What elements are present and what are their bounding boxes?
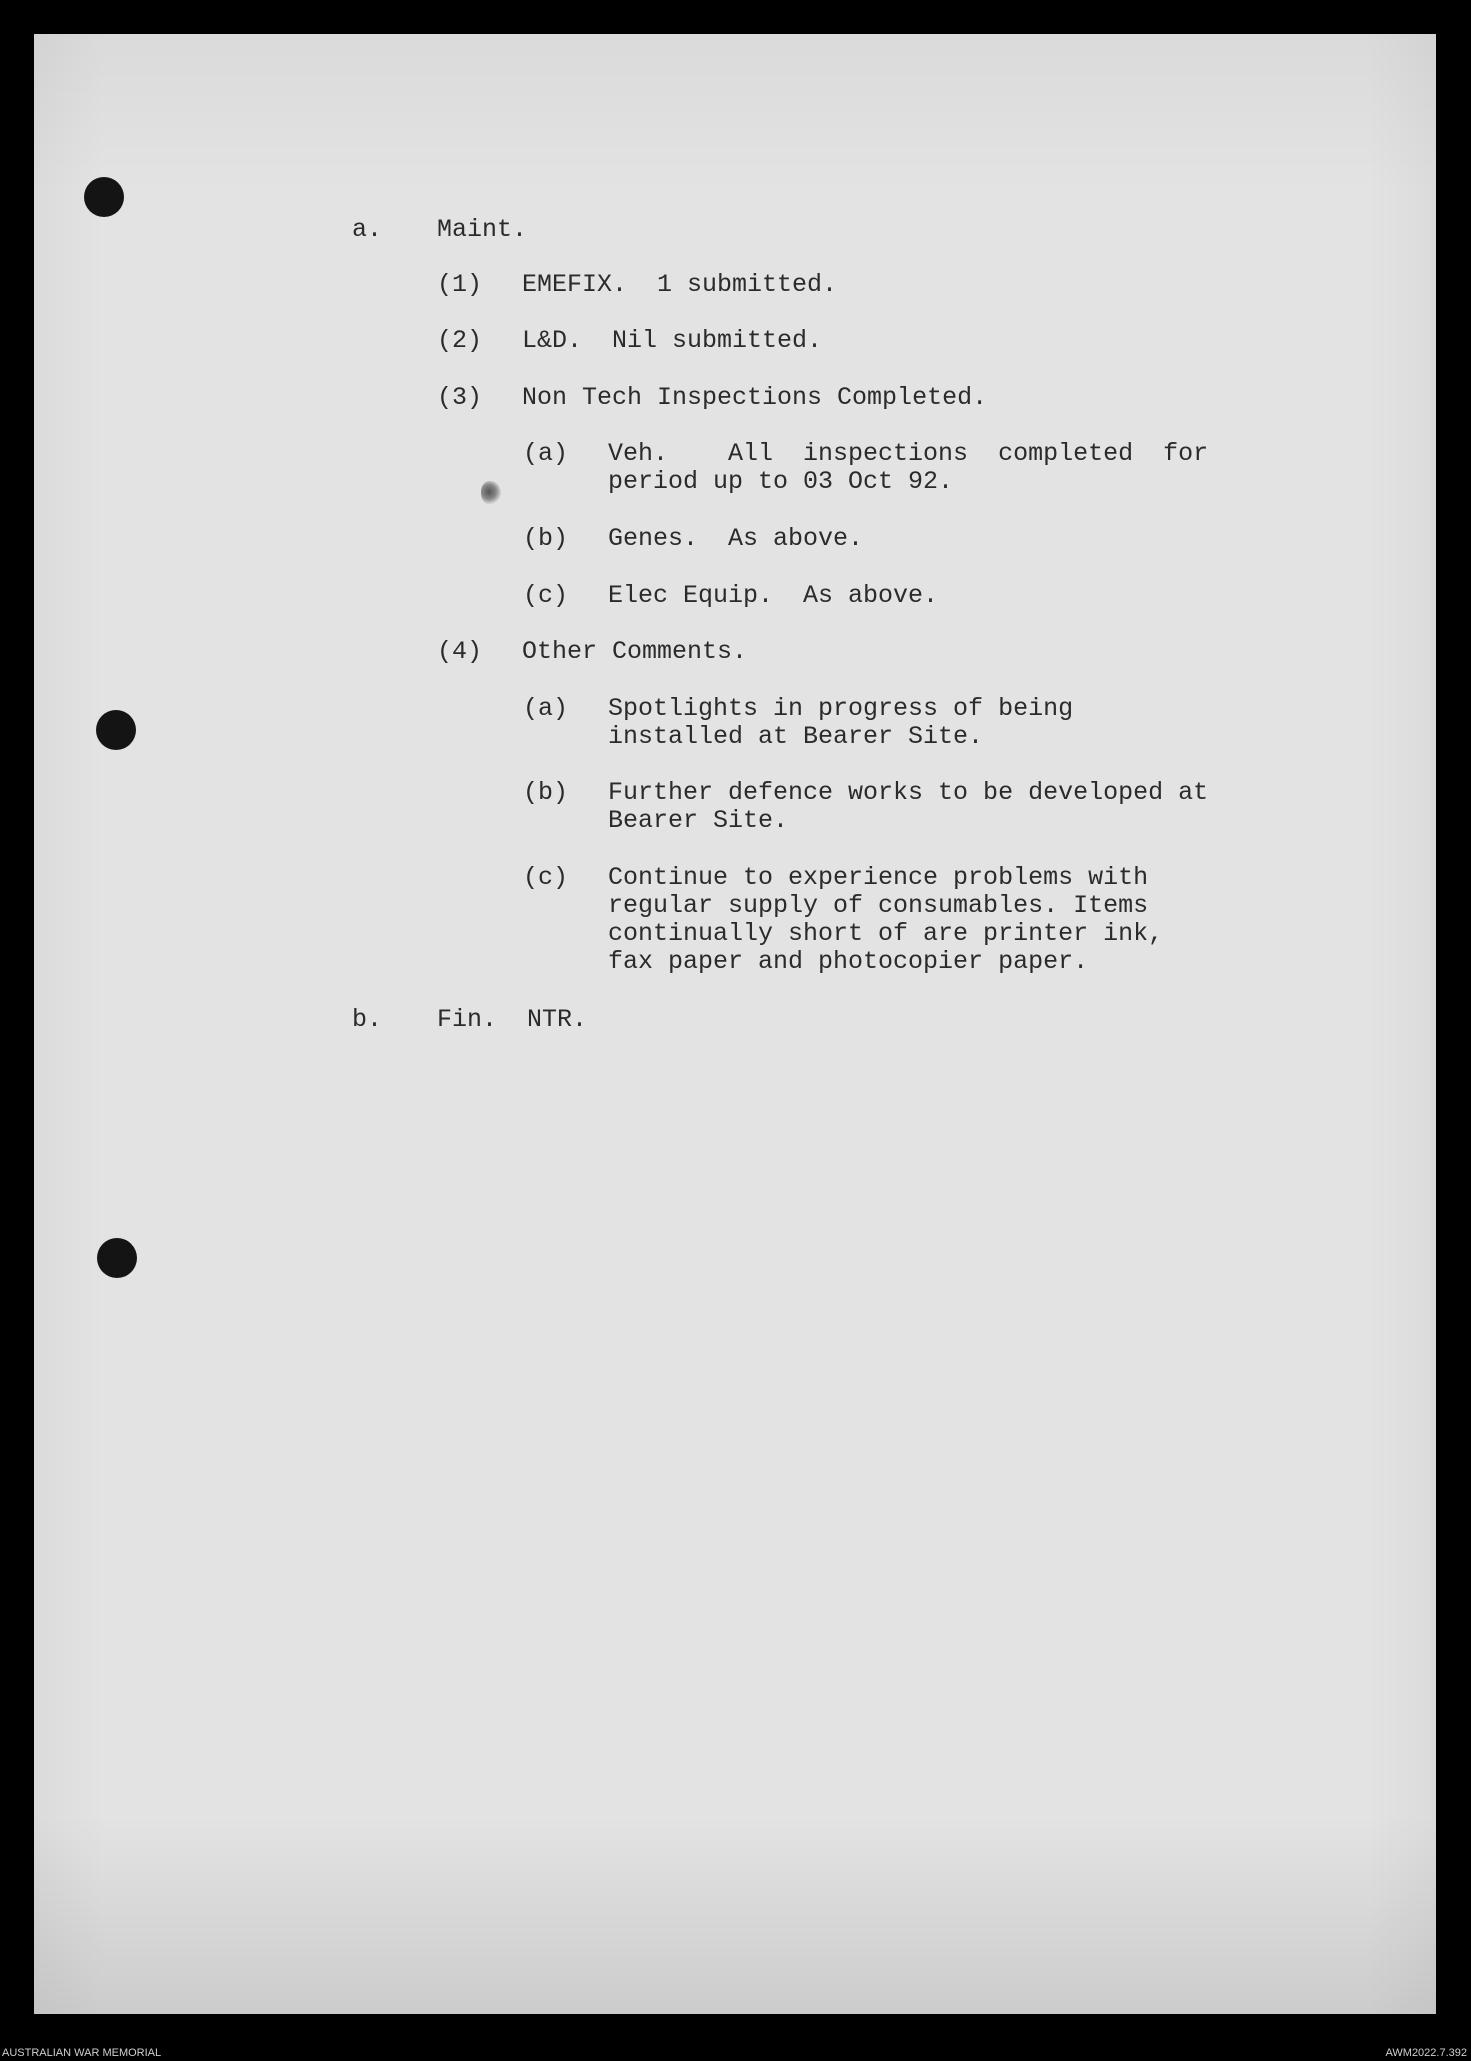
subitem-number: (b) xyxy=(523,524,569,553)
item-text: L&D. Nil submitted. xyxy=(522,326,823,355)
subitem-text: fax paper and photocopier paper. xyxy=(608,947,1089,976)
subitem-number: (a) xyxy=(523,694,569,723)
subitem-number: (b) xyxy=(523,778,569,807)
item-number: (2) xyxy=(437,326,483,355)
subitem-text: continually short of are printer ink, xyxy=(608,919,1164,948)
item-text: EMEFIX. 1 submitted. xyxy=(522,270,838,299)
ink-smudge xyxy=(481,481,501,505)
section-b-text: Fin. NTR. xyxy=(437,1005,588,1034)
punch-hole xyxy=(96,710,136,750)
footer-archive-label: AUSTRALIAN WAR MEMORIAL xyxy=(2,2047,162,2059)
subitem-number: (c) xyxy=(523,863,569,892)
subitem-number: (c) xyxy=(523,581,569,610)
subitem-text: installed at Bearer Site. xyxy=(608,722,984,751)
subitem-text: Continue to experience problems with xyxy=(608,863,1149,892)
subitem-text: Genes. As above. xyxy=(608,524,864,553)
section-a-title: Maint. xyxy=(437,215,528,244)
item-number: (3) xyxy=(437,383,483,412)
subitem-number: (a) xyxy=(523,439,569,468)
subitem-text: Veh. All inspections completed for xyxy=(608,439,1209,468)
item-number: (1) xyxy=(437,270,483,299)
footer-reference: AWM2022.7.392 xyxy=(1385,2047,1467,2059)
punch-hole xyxy=(84,177,124,217)
subitem-text: regular supply of consumables. Items xyxy=(608,891,1149,920)
subitem-text: Spotlights in progress of being xyxy=(608,694,1074,723)
subitem-text: Further defence works to be developed at xyxy=(608,778,1209,807)
section-b-marker: b. xyxy=(352,1005,383,1034)
subitem-text: Elec Equip. As above. xyxy=(608,581,939,610)
item-text: Non Tech Inspections Completed. xyxy=(522,383,988,412)
subitem-text: period up to 03 Oct 92. xyxy=(608,467,954,496)
item-number: (4) xyxy=(437,637,483,666)
punch-hole xyxy=(97,1238,137,1278)
section-a-marker: a. xyxy=(352,215,383,244)
subitem-text: Bearer Site. xyxy=(608,806,789,835)
item-text: Other Comments. xyxy=(522,637,748,666)
